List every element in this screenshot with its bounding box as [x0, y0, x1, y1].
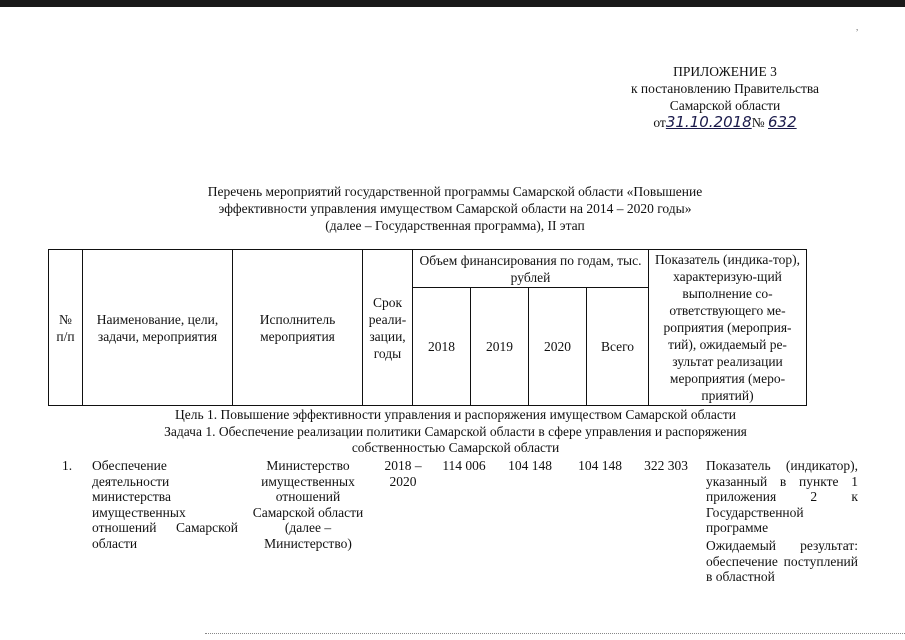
document-title: [90, 183, 820, 234]
header-year-2020: 2020: [529, 288, 587, 406]
appendix-date-line: [560, 114, 890, 131]
task-heading-line-1: Задача 1. Обеспечение реализации политики Самарской области в сфере управления и распоряжения: [164, 424, 747, 439]
header-num: № п/п: [49, 250, 83, 406]
handwritten-number: 632: [768, 113, 797, 131]
scan-speck: ,: [856, 22, 859, 32]
appendix-line-3: Самарской области: [669, 98, 781, 113]
row-total: 322 303: [644, 458, 688, 473]
row-name: Обеспечение деятельности министерства имущественных отношений Самарской области: [92, 458, 238, 551]
task-heading-line-2: собственностью Самарской области: [351, 440, 560, 455]
measures-table-header: [48, 249, 807, 406]
appendix-line-2: к постановлению Правительства: [630, 81, 820, 96]
header-year-2019: 2019: [471, 288, 529, 406]
bottom-dotted-line: [205, 633, 905, 635]
handwritten-date: 31.10.2018: [665, 113, 752, 131]
row-2019: 104 148: [508, 458, 552, 473]
header-year-2018: 2018: [413, 288, 471, 406]
row-indicator-2: Ожидаемый результат: обеспечение поступлений в областной: [706, 538, 858, 584]
row-term: 2018 – 2020: [384, 458, 422, 489]
row-num: 1.: [62, 458, 73, 473]
row-executor: Министерство имущественных отношений Самарской области (далее – Министерство): [252, 458, 364, 551]
row-indicator-1: Показатель (индикатор), указанный в пункте 1 приложения 2 к Государственной программе: [706, 458, 858, 535]
title-line-3: (далее – Государственная программа), II этап: [325, 218, 585, 233]
appendix-block: [560, 63, 890, 131]
title-line-2: эффективности управления имуществом Самарской области на 2014 – 2020 годы»: [218, 201, 692, 216]
header-total: Всего: [587, 288, 649, 406]
title-line-1: Перечень мероприятий государственной программы Самарской области «Повышение: [207, 184, 703, 199]
header-funding-group: Объем финансирования по годам, тыс. рублей: [413, 250, 649, 288]
goal-heading: Цель 1. Повышение эффективности управления и распоряжения имуществом Самарской области: [175, 407, 736, 422]
header-term: Срок реали-зации, годы: [363, 250, 413, 406]
header-name: Наименование, цели, задачи, мероприятия: [83, 250, 233, 406]
top-border: [0, 0, 905, 7]
row-2020: 104 148: [578, 458, 622, 473]
number-label: №: [751, 115, 765, 130]
row-2018: 114 006: [442, 458, 486, 473]
header-executor: Исполнитель мероприятия: [233, 250, 363, 406]
from-prefix: от: [653, 115, 666, 130]
appendix-title: ПРИЛОЖЕНИЕ 3: [673, 64, 777, 79]
header-indicator: Показатель (индика-тор), характеризую-щий выполнение со-ответствующего ме-роприятия (мероприя-тий), ожидаемый ре-зультат реализации мероприятия (меро-приятий): [649, 250, 807, 406]
